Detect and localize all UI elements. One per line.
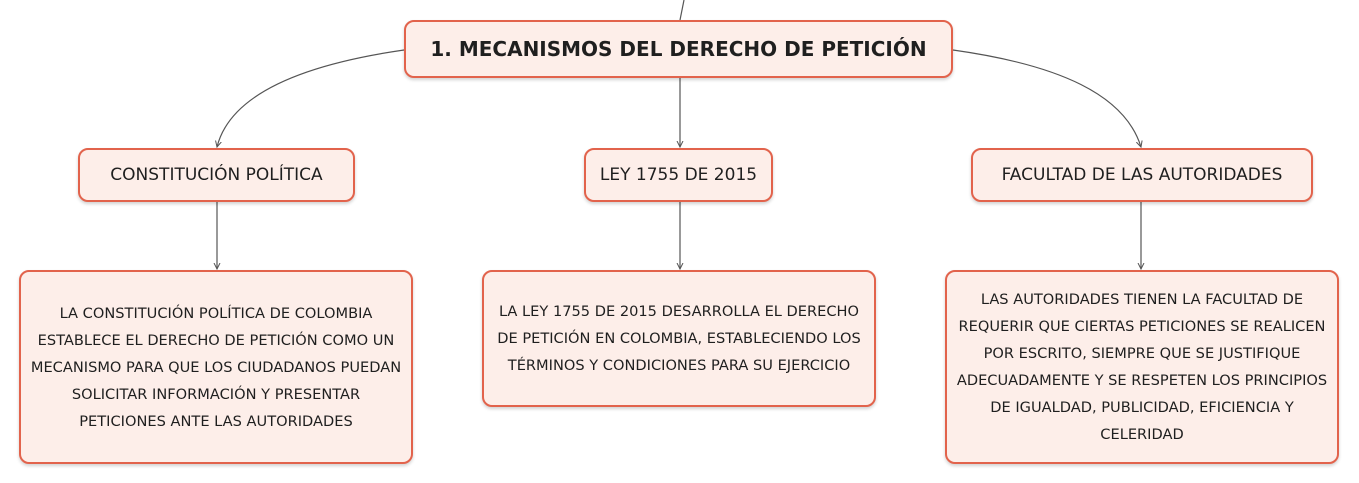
connector-root-facultad	[953, 50, 1141, 147]
topic-label: CONSTITUCIÓN POLÍTICA	[110, 165, 323, 185]
detail-text: LA CONSTITUCIÓN POLÍTICA DE COLOMBIA ESTABLECE EL DERECHO DE PETICIÓN COMO UN MECANISMO PARA QUE LOS CIUDADANOS PUEDAN SOLICITAR INFORMACIÓN Y PRESENTAR PETICIONES ANTE LAS AUTORIDADES	[30, 304, 402, 430]
topic-label: FACULTAD DE LAS AUTORIDADES	[1001, 165, 1283, 185]
connector-parent-root	[680, 0, 684, 20]
topic-label: LEY 1755 DE 2015	[599, 165, 758, 185]
connector-root-constitucion	[217, 50, 404, 147]
detail-text: LAS AUTORIDADES TIENEN LA FACULTAD DE REQUERIR QUE CIERTAS PETICIONES SE REALICEN POR ESCRITO, SIEMPRE QUE SE JUSTIFIQUE ADECUADAMENTE Y SE RESPETEN LOS PRINCIPIOS DE IGUALDAD, PUBLICIDAD, EFICIENCIA Y CELERIDAD	[956, 291, 1328, 443]
detail-node-constitucion-politica[interactable]	[19, 270, 413, 464]
detail-node-facultad-autoridades[interactable]	[945, 270, 1339, 464]
topic-node-facultad-autoridades[interactable]	[971, 148, 1313, 202]
topic-node-ley-1755[interactable]	[584, 148, 773, 202]
topic-node-constitucion-politica[interactable]	[78, 148, 355, 202]
root-topic-title: 1. MECANISMOS DEL DERECHO DE PETICIÓN	[430, 37, 927, 61]
detail-node-ley-1755[interactable]	[482, 270, 876, 407]
root-topic-node[interactable]	[404, 20, 953, 78]
detail-text: LA LEY 1755 DE 2015 DESARROLLA EL DERECHO DE PETICIÓN EN COLOMBIA, ESTABLECIENDO LOS TÉRMINOS Y CONDICIONES PARA SU EJERCICIO	[497, 303, 861, 374]
